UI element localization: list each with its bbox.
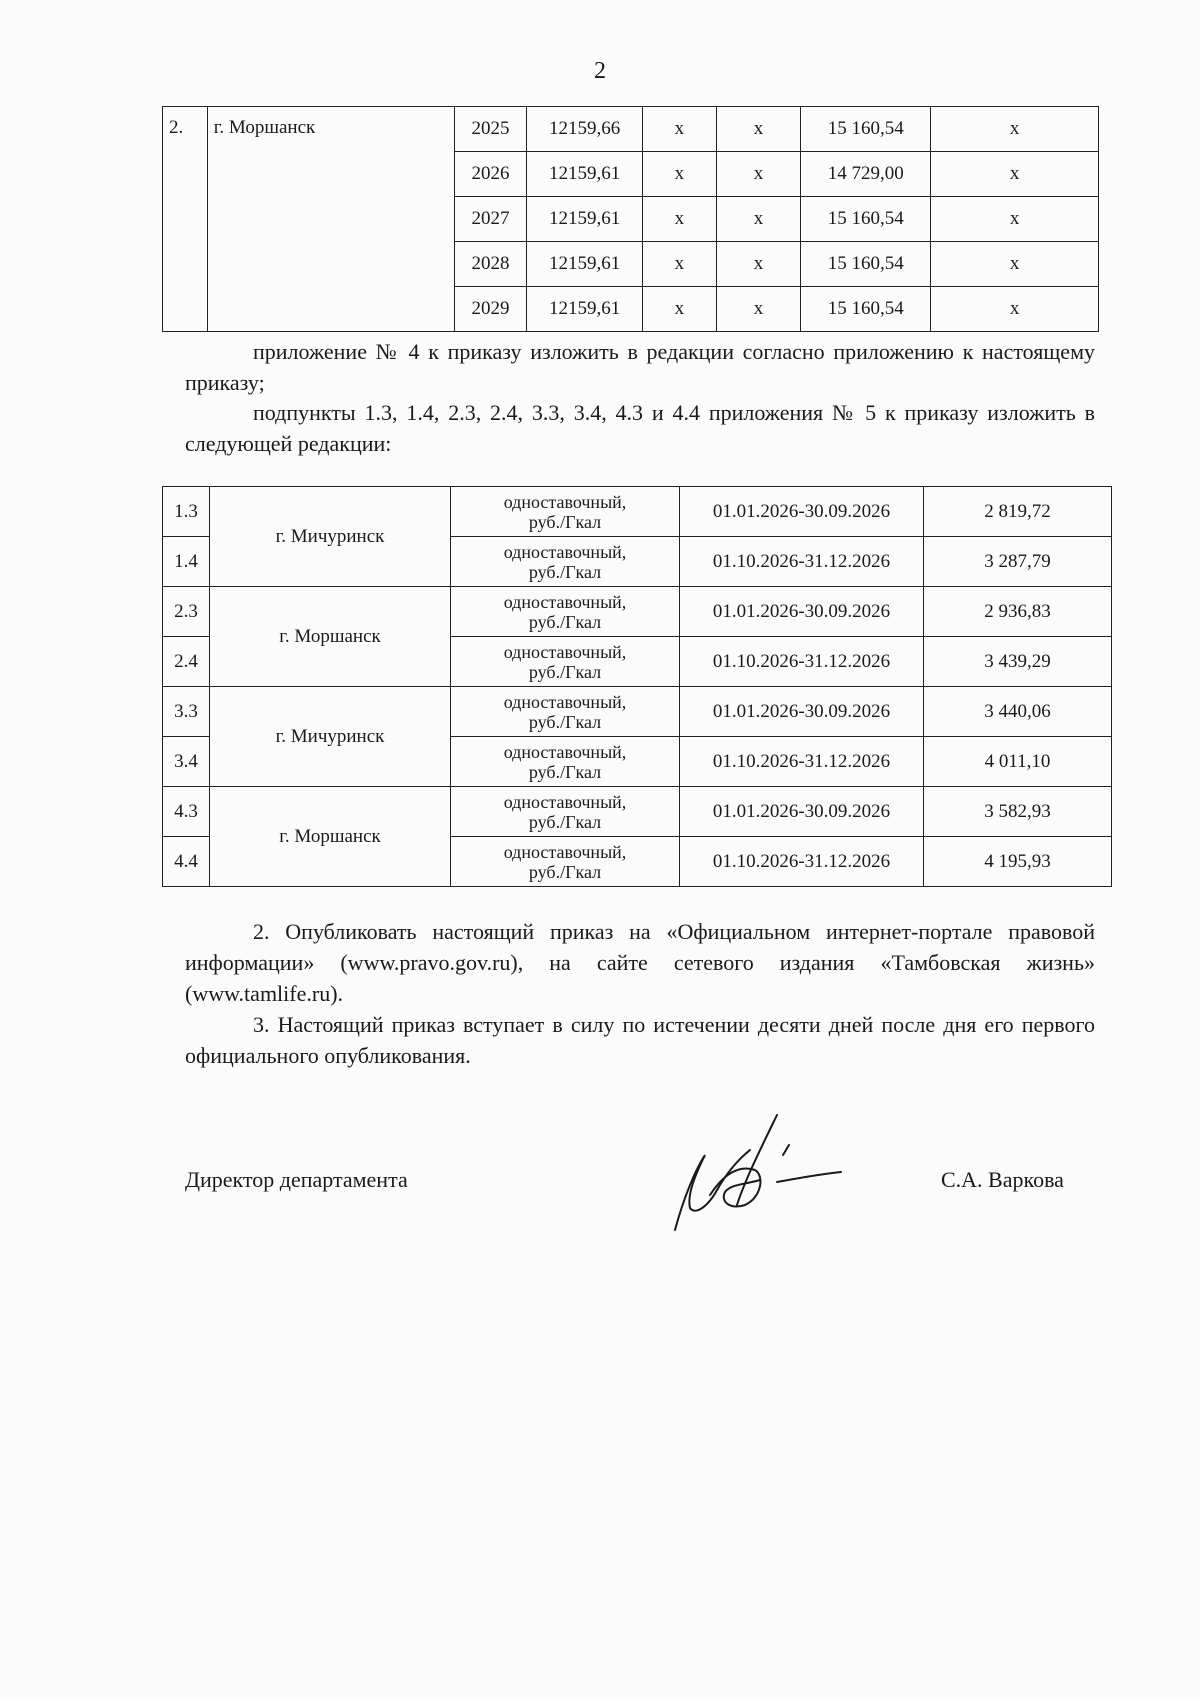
period-cell: 01.01.2026-30.09.2026: [680, 787, 924, 837]
rate-type-cell: [451, 737, 680, 787]
rate-unit: руб./Гкал: [528, 611, 602, 632]
tariff-value-cell: 4 011,10: [924, 737, 1112, 787]
rate-type: одноставочный,: [503, 641, 627, 662]
rate-type-cell: [451, 487, 680, 537]
table-cell: 12159,61: [527, 152, 643, 197]
item-number: 4.3: [163, 787, 210, 837]
paragraph-publish-text: 2. Опубликовать настоящий приказ на «Официальном интернет-портале правовой информации» (www.pravo.gov.ru), на сайте сетевого издания «Тамбовская жизнь» (www.tamlife.ru).: [185, 919, 1095, 1006]
rate-unit: руб./Гкал: [528, 861, 602, 882]
rate-unit: руб./Гкал: [528, 711, 602, 732]
table-cell: x: [642, 242, 716, 287]
table-cell: x: [716, 107, 800, 152]
paragraph-publish: [185, 916, 1095, 1009]
table-row: [163, 687, 1112, 737]
rate-unit: руб./Гкал: [528, 661, 602, 682]
period-cell: 01.10.2026-31.12.2026: [680, 537, 924, 587]
city-cell: г. Моршанск: [210, 587, 451, 687]
rate-type: одноставочный,: [503, 541, 627, 562]
period-cell: 01.10.2026-31.12.2026: [680, 637, 924, 687]
period-cell: 01.10.2026-31.12.2026: [680, 737, 924, 787]
period-cell: 01.01.2026-30.09.2026: [680, 587, 924, 637]
table-row: [163, 107, 1099, 152]
table-cell: x: [931, 242, 1099, 287]
city-cell: г. Моршанск: [207, 107, 454, 332]
table-cell: x: [931, 152, 1099, 197]
tariff-value-cell: 2 936,83: [924, 587, 1112, 637]
rate-unit: руб./Гкал: [528, 561, 602, 582]
table-cell: x: [642, 287, 716, 332]
table-cell: 12159,61: [527, 197, 643, 242]
tariff-value-cell: 3 582,93: [924, 787, 1112, 837]
table-row: [163, 487, 1112, 537]
rate-type-cell: [451, 587, 680, 637]
table-cell: 2025: [454, 107, 527, 152]
rate-type: одноставочный,: [503, 491, 627, 512]
table-cell: x: [716, 287, 800, 332]
rate-unit: руб./Гкал: [528, 761, 602, 782]
item-number: 3.3: [163, 687, 210, 737]
signatory-title: Директор департамента: [185, 1167, 408, 1192]
page-number: 2: [594, 58, 606, 84]
rate-type-cell: [451, 687, 680, 737]
item-number: 2.4: [163, 637, 210, 687]
rate-type: одноставочный,: [503, 741, 627, 762]
table-cell: 2027: [454, 197, 527, 242]
table-cell: 2026: [454, 152, 527, 197]
table-row: [163, 787, 1112, 837]
tariff-value-cell: 2 819,72: [924, 487, 1112, 537]
table-cell: 15 160,54: [801, 287, 931, 332]
item-number: 1.4: [163, 537, 210, 587]
period-cell: 01.01.2026-30.09.2026: [680, 487, 924, 537]
table-cell: 2029: [454, 287, 527, 332]
tariff-value-cell: 3 440,06: [924, 687, 1112, 737]
rate-unit: руб./Гкал: [528, 811, 602, 832]
table-cell: x: [716, 197, 800, 242]
table-cell: x: [931, 287, 1099, 332]
tariff-value-cell: 3 439,29: [924, 637, 1112, 687]
table-cell: x: [931, 197, 1099, 242]
paragraph-appendix-4: [185, 336, 1095, 398]
tariff-value-cell: 4 195,93: [924, 837, 1112, 887]
table-cell: 12159,66: [527, 107, 643, 152]
table-cell: x: [716, 152, 800, 197]
period-cell: 01.01.2026-30.09.2026: [680, 687, 924, 737]
table-cell: 14 729,00: [801, 152, 931, 197]
table-cell: 12159,61: [527, 287, 643, 332]
tariff-value-cell: 3 287,79: [924, 537, 1112, 587]
city-cell: г. Мичуринск: [210, 687, 451, 787]
city-cell: г. Мичуринск: [210, 487, 451, 587]
paragraph-subitems: [185, 397, 1095, 459]
table-cell: 15 160,54: [801, 242, 931, 287]
rate-type: одноставочный,: [503, 841, 627, 862]
table-cell: x: [642, 107, 716, 152]
rate-type: одноставочный,: [503, 591, 627, 612]
table-row: [163, 587, 1112, 637]
item-number: 1.3: [163, 487, 210, 537]
rate-type: одноставочный,: [503, 691, 627, 712]
paragraph-effective: [185, 1009, 1095, 1071]
table-cell: x: [642, 152, 716, 197]
table-cell: x: [931, 107, 1099, 152]
rate-unit: руб./Гкал: [528, 511, 602, 532]
rate-type: одноставочный,: [503, 791, 627, 812]
paragraph-appendix-4-text: приложение № 4 к приказу изложить в редакции согласно приложению к настоящему приказу;: [185, 339, 1095, 395]
item-number: 3.4: [163, 737, 210, 787]
table-cell: 12159,61: [527, 242, 643, 287]
tariff-table-years: [162, 106, 1099, 332]
city-cell: г. Моршанск: [210, 787, 451, 887]
handwritten-signature-icon: [665, 1110, 845, 1240]
rate-type-cell: [451, 837, 680, 887]
rate-type-cell: [451, 537, 680, 587]
paragraph-subitems-text: подпункты 1.3, 1.4, 2.3, 2.4, 3.3, 3.4, 4.3 и 4.4 приложения № 5 к приказу изложить в следующей редакции:: [185, 400, 1095, 456]
table-cell: x: [716, 242, 800, 287]
item-number: 2.3: [163, 587, 210, 637]
signatory-name: С.А. Варкова: [941, 1167, 1064, 1192]
rate-type-cell: [451, 637, 680, 687]
paragraph-effective-text: 3. Настоящий приказ вступает в силу по истечении десяти дней после дня его первого официального опубликования.: [185, 1012, 1095, 1068]
tariff-table-periods: [162, 486, 1112, 887]
item-number: 4.4: [163, 837, 210, 887]
table-cell: 15 160,54: [801, 107, 931, 152]
table-cell: x: [642, 197, 716, 242]
table-cell: 15 160,54: [801, 197, 931, 242]
period-cell: 01.10.2026-31.12.2026: [680, 837, 924, 887]
row-number: 2.: [163, 107, 208, 332]
rate-type-cell: [451, 787, 680, 837]
table-cell: 2028: [454, 242, 527, 287]
